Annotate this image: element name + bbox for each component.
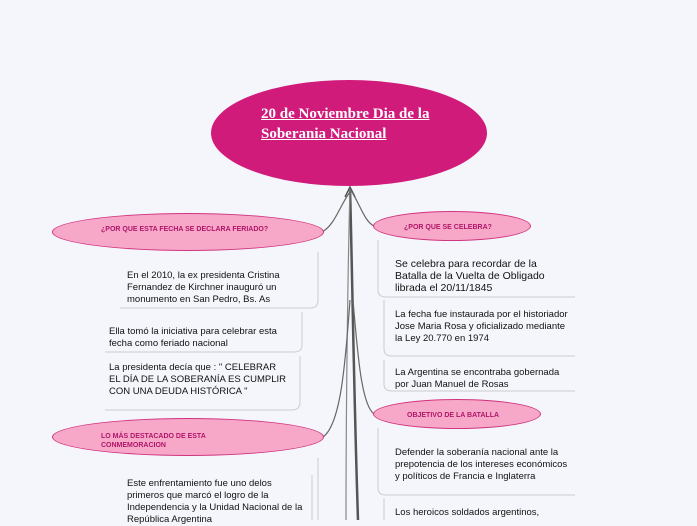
note-celebra-rosas[interactable]: La Argentina se encontraba gobernada por Juan Manuel de Rosas: [395, 367, 560, 390]
central-title: 20 de Noviembre Dia de la Soberania Nacional: [261, 106, 430, 142]
topic-objetivo[interactable]: [373, 399, 541, 429]
note-destacado-independencia[interactable]: Este enfrentamiento fue uno delos primeros que marcó el logro de la Independencia y la Unidad Nacional de la República Argentina: [127, 478, 303, 525]
note-feriado-monumento[interactable]: En el 2010, la ex presidenta Cristina Fernandez de Kirchner inauguró un monumento en San Pedro, Bs. As: [127, 270, 280, 305]
topic-label-feriado: ¿POR QUE ESTA FECHA SE DECLARA FERIADO?: [101, 226, 269, 233]
topic-feriado[interactable]: [52, 213, 324, 251]
trunk-connector: [346, 188, 350, 520]
note-celebra-batalla[interactable]: Se celebra para recordar de la Batalla de la Vuelta de Obligado librada el 20/11/1845: [395, 258, 545, 294]
topic-label-objetivo: OBJETIVO DE LA BATALLA: [407, 412, 500, 419]
topic-label-celebra: ¿POR QUE SE CELEBRA?: [404, 224, 492, 231]
central-topic[interactable]: [211, 80, 487, 186]
note-feriado-cita[interactable]: La presidenta decía que : " CELEBRAR EL DÍA DE LA SOBERANÍA ES CUMPLIR CON UNA DEUDA HISTÓRICA ": [109, 362, 287, 397]
note-feriado-iniciativa[interactable]: Ella tomó la iniciativa para celebrar esta fecha como feriado nacional: [109, 326, 277, 349]
connector-celebra: [352, 192, 374, 226]
topic-destacado[interactable]: [52, 418, 324, 456]
note-objetivo-soldados[interactable]: Los heroicos soldados argentinos,: [395, 507, 540, 518]
note-celebra-ley[interactable]: La fecha fue instaurada por el historiador Jose Maria Rosa y oficializado mediante la Ley 20.770 en 1974: [395, 309, 568, 344]
trunk-connector: [350, 188, 358, 520]
note-objetivo-soberania[interactable]: Defender la soberanía nacional ante la prepotencia de los intereses económicos y políticos de Francia e Inglaterra: [395, 447, 568, 482]
topic-label-destacado: LO MÁS DESTACADO DE ESTA CONMEMORACION: [101, 433, 206, 449]
connector-objetivo: [353, 300, 374, 414]
topic-celebra[interactable]: [373, 211, 531, 241]
connector-feriado: [322, 192, 350, 232]
